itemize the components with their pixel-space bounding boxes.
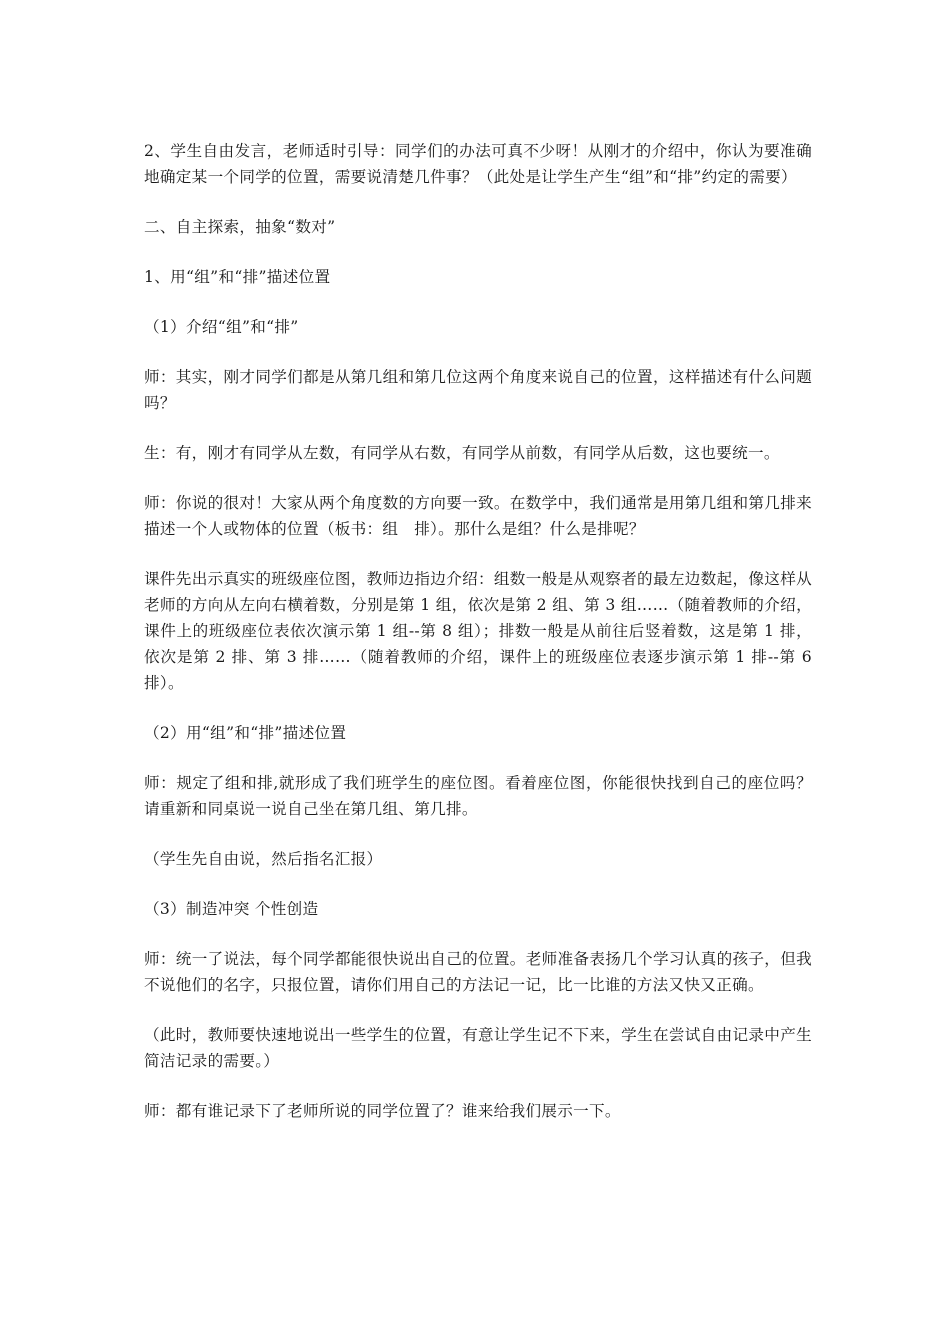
paragraph-courseware-intro: 课件先出示真实的班级座位图，教师边指边介绍：组数一般是从观察者的最左边数起，像这样从老师的方向从左向右横着数，分别是第 1 组，依次是第 2 组、第 3 组……（随着教师的介绍，课件上的班级座位表依次演示第 1 组--第 8 组）；排数一般是从前往后竖着数，这是第 1 排，依次是第 2 排、第 3 排……（随着教师的介绍，课件上的班级座位表逐步演示第 1 排--第 6 排）。 — [144, 570, 812, 692]
paragraph-teacher-explanation: 师：你说的很对！大家从两个角度数的方向要一致。在数学中，我们通常是用第几组和第几排来描述一个人或物体的位置（板书：组 排）。那什么是组？什么是排呢？ — [144, 494, 812, 538]
paragraph-teacher-praise: 师：统一了说法，每个同学都能很快说出自己的位置。老师准备表扬几个学习认真的孩子，但我不说他们的名字，只报位置，请你们用自己的方法记一记，比一比谁的方法又快又正确。 — [144, 950, 812, 994]
paragraph-teacher-question: 师：其实，刚才同学们都是从第几组和第几位这两个角度来说自己的位置，这样描述有什么问题吗？ — [144, 368, 812, 412]
paragraph-quick-positions: （此时，教师要快速地说出一些学生的位置，有意让学生记不下来，学生在尝试自由记录中产生简洁记录的需要。） — [144, 1026, 812, 1070]
paragraph-student-report: （学生先自由说，然后指名汇报） — [144, 850, 383, 868]
subheading-use-group-row: （2）用“组”和“排”描述位置 — [144, 724, 347, 742]
paragraph-student-discussion: 2、学生自由发言，老师适时引导：同学们的办法可真不少呀！从刚才的介绍中，你认为要准确地确定某一个同学的位置，需要说清楚几件事？（此处是让学生产生“组”和“排”约定的需要） — [144, 142, 812, 186]
subheading-create-conflict: （3）制造冲突 个性创造 — [144, 900, 319, 918]
subheading-describe-position: 1、用“组”和“排”描述位置 — [144, 268, 331, 286]
paragraph-seat-chart: 师：规定了组和排,就形成了我们班学生的座位图。看着座位图，你能很快找到自己的座位吗？请重新和同桌说一说自己坐在第几组、第几排。 — [144, 774, 812, 818]
document-page — [144, 138, 812, 1148]
subheading-introduce-group-row: （1）介绍“组”和“排” — [144, 318, 299, 336]
paragraph-teacher-ask-show: 师：都有谁记录下了老师所说的同学位置了？谁来给我们展示一下。 — [144, 1102, 621, 1120]
paragraph-student-answer: 生：有，刚才有同学从左数，有同学从右数，有同学从前数，有同学从后数，这也要统一。 — [144, 444, 780, 462]
section-heading-explore: 二、自主探索，抽象“数对” — [144, 218, 336, 236]
